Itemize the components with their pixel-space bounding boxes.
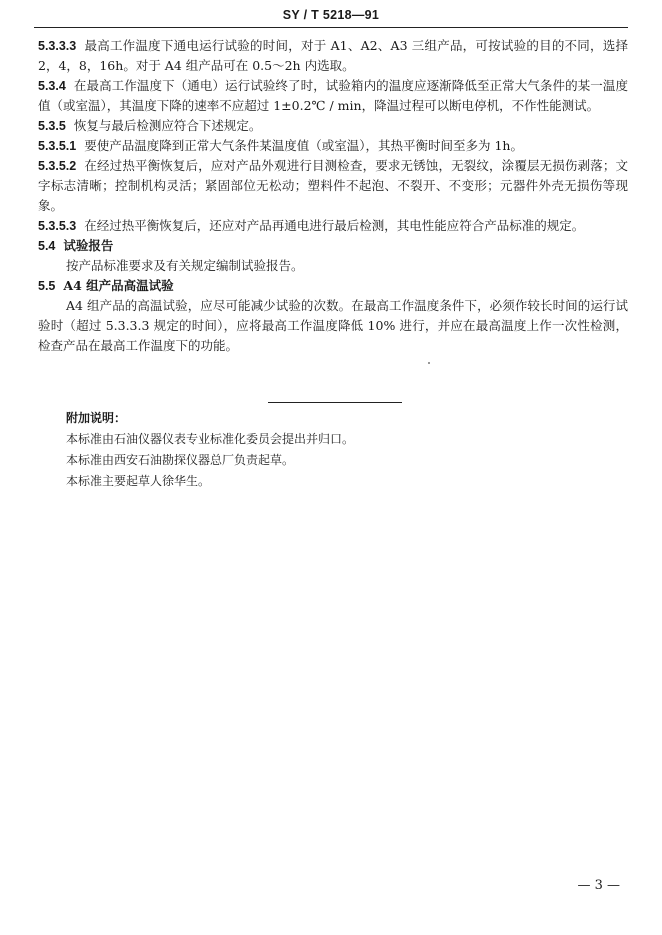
paragraph-text: 恢复与最后检测应符合下述规定。 bbox=[73, 118, 262, 133]
notes-title: 附加说明： bbox=[66, 411, 127, 425]
section-heading-5-4 bbox=[38, 236, 628, 256]
section-number: 5.5 bbox=[38, 279, 56, 293]
paragraph-5-3-5 bbox=[38, 116, 628, 136]
section-body-5-5: A4 组产品的高温试验，应尽可能减少试验的次数。在最高工作温度条件下，必须作较长时间的运行试验时（超过 5.3.3.3 规定的时间），应将最高工作温度降低 10% 进行，并应在最高温度上作一次性检测，检查产品在最高工作温度下的功能。 bbox=[38, 298, 628, 353]
paragraph-text: 最高工作温度下通电运行试验的时间，对于 A1、A2、A3 三组产品，可按试验的目的不同，选择 2，4，8，16h。对于 A4 组产品可在 0.5～2h 内选取。 bbox=[38, 38, 628, 73]
section-title: A4 组产品高温试验 bbox=[63, 278, 174, 293]
paragraph-5-3-5-1 bbox=[38, 136, 628, 156]
section-number: 5.3.5 bbox=[38, 119, 66, 133]
section-title: 试验报告 bbox=[63, 238, 114, 253]
section-body-5-4: 按产品标准要求及有关规定编制试验报告。 bbox=[66, 258, 304, 273]
paragraph-text: 在经过热平衡恢复后，还应对产品再通电进行最后检测，其电性能应符合产品标准的规定。 bbox=[84, 218, 585, 233]
paragraph-text: 要使产品温度降到正常大气条件某温度值（或室温），其热平衡时间至多为 1h。 bbox=[84, 138, 523, 153]
section-divider bbox=[268, 402, 402, 403]
header-rule bbox=[34, 27, 628, 28]
section-number: 5.3.4 bbox=[38, 79, 66, 93]
document-body bbox=[38, 36, 628, 356]
section-number: 5.3.3.3 bbox=[38, 39, 77, 53]
section-heading-5-5 bbox=[38, 276, 628, 296]
paragraph-text: 在最高工作温度下（通电）运行试验终了时，试验箱内的温度应逐渐降低至正常大气条件的某一温度值（或室温），其温度下降的速率不应超过 1±0.2℃ / min，降温过程可以断电停机，不作性能测试。 bbox=[38, 78, 628, 113]
section-number: 5.3.5.3 bbox=[38, 219, 77, 233]
paragraph-5-3-5-3 bbox=[38, 216, 628, 236]
additional-notes bbox=[66, 408, 354, 492]
section-number: 5.3.5.1 bbox=[38, 139, 77, 153]
paragraph-5-3-4 bbox=[38, 76, 628, 116]
scan-speck bbox=[428, 362, 430, 364]
section-number: 5.4 bbox=[38, 239, 56, 253]
paragraph-5-3-3-3 bbox=[38, 36, 628, 76]
document-header: SY / T 5218—91 bbox=[282, 8, 380, 22]
section-number: 5.3.5.2 bbox=[38, 159, 77, 173]
notes-line: 本标准由西安石油勘探仪器总厂负责起草。 bbox=[66, 453, 295, 467]
notes-line: 本标准主要起草人徐华生。 bbox=[66, 474, 211, 488]
paragraph-5-3-5-2 bbox=[38, 156, 628, 216]
notes-line: 本标准由石油仪器仪表专业标准化委员会提出并归口。 bbox=[66, 432, 355, 446]
page-number: — 3 — bbox=[577, 878, 620, 893]
paragraph-text: 在经过热平衡恢复后，应对产品外观进行目测检查，要求无锈蚀，无裂纹，涂覆层无损伤剥落；文字标志清晰；控制机构灵活；紧固部位无松动；塑料件不起泡、不裂开、不变形；元器件外壳无损伤等现象。 bbox=[38, 158, 628, 213]
